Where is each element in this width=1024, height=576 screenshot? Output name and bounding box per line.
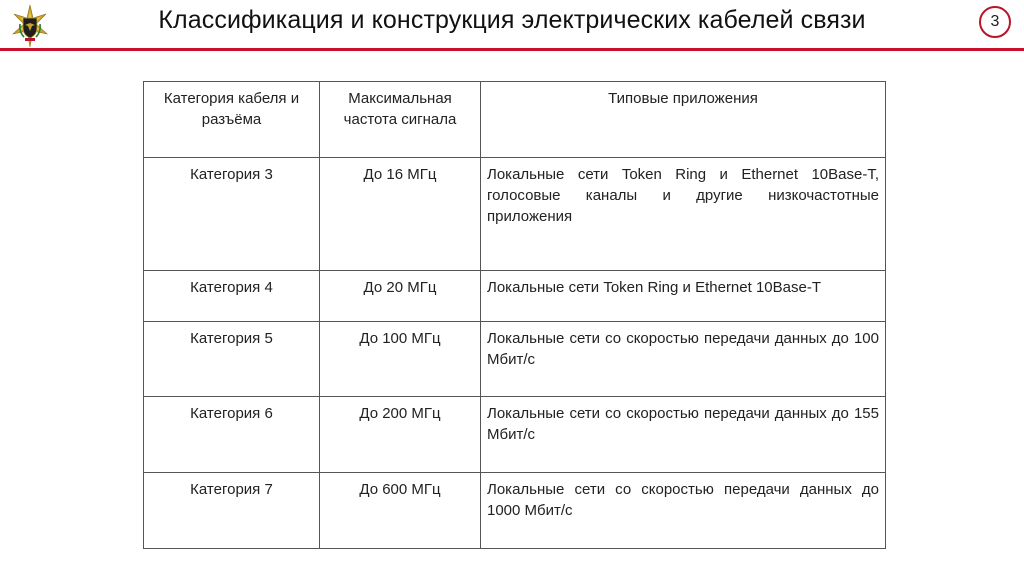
table-row bbox=[144, 322, 886, 397]
page-title: Классификация и конструкция электрических кабелей связи bbox=[158, 6, 866, 34]
table-row bbox=[144, 397, 886, 473]
header-divider bbox=[0, 48, 1024, 51]
page-number-badge: 3 bbox=[979, 6, 1011, 38]
table-header-row bbox=[144, 82, 886, 158]
cell-applications: Локальные сети со скоростью передачи данных до 1000 Мбит/с bbox=[481, 473, 886, 549]
cell-applications: Локальные сети Token Ring и Ethernet 10Base-T bbox=[481, 271, 886, 322]
cell-frequency: До 100 МГц bbox=[320, 322, 481, 397]
cell-frequency: До 200 МГц bbox=[320, 397, 481, 473]
cell-category: Категория 6 bbox=[144, 397, 320, 473]
cell-applications: Локальные сети со скоростью передачи данных до 100 Мбит/с bbox=[481, 322, 886, 397]
table-row bbox=[144, 473, 886, 549]
cell-category: Категория 7 bbox=[144, 473, 320, 549]
cell-frequency: До 20 МГц bbox=[320, 271, 481, 322]
cell-category: Категория 3 bbox=[144, 158, 320, 271]
column-header-category: Категория кабеля и разъёма bbox=[144, 82, 320, 158]
column-header-frequency: Максимальная частота сигнала bbox=[320, 82, 481, 158]
cable-category-table bbox=[143, 81, 886, 549]
cell-frequency: До 16 МГц bbox=[320, 158, 481, 271]
column-header-applications: Типовые приложения bbox=[481, 82, 886, 158]
slide-header bbox=[0, 0, 1024, 50]
cell-category: Категория 5 bbox=[144, 322, 320, 397]
table-row bbox=[144, 158, 886, 271]
table-row bbox=[144, 271, 886, 322]
cell-category: Категория 4 bbox=[144, 271, 320, 322]
cell-frequency: До 600 МГц bbox=[320, 473, 481, 549]
cell-applications: Локальные сети со скоростью передачи данных до 155 Мбит/с bbox=[481, 397, 886, 473]
cell-applications: Локальные сети Token Ring и Ethernet 10Base-T, голосовые каналы и другие низкочастотные приложения bbox=[481, 158, 886, 271]
